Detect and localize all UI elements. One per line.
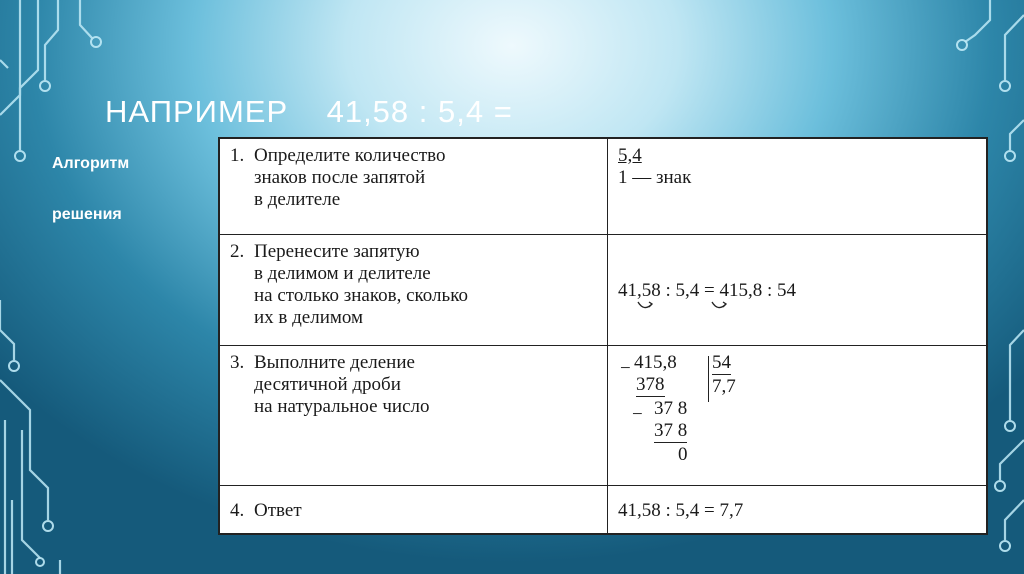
step-text-line: десятичной дроби <box>254 373 401 395</box>
step-number: 1. <box>230 145 245 166</box>
step-cell <box>220 234 608 345</box>
minus-sign: − <box>632 403 643 425</box>
table-row <box>220 345 986 486</box>
sidebar-label-algorithm: Алгоритм <box>52 155 130 172</box>
step-text-line: знаков после запятой <box>254 167 426 188</box>
division-bar <box>708 356 709 402</box>
remainder-2: 0 <box>678 443 688 465</box>
step-text-line: в делимом и делителе <box>254 262 431 284</box>
answer-expression: 41,58 : 5,4 = 7,7 <box>618 499 744 521</box>
dividend: 415,8 <box>634 351 677 373</box>
minus-sign: − <box>620 357 631 379</box>
table-row <box>220 139 986 234</box>
step-text-line: Ответ <box>254 499 302 521</box>
remainder-1: 37 8 <box>654 397 688 419</box>
step-text-line: Выполните деление <box>254 351 415 373</box>
step-cell <box>220 486 608 533</box>
table-row <box>220 486 986 533</box>
step-text-line: на натуральное число <box>254 395 430 417</box>
comma-shift-arrows-icon <box>634 300 764 314</box>
long-division <box>618 352 778 477</box>
step-cell <box>220 139 608 234</box>
sidebar-label-solution: решения <box>52 206 122 223</box>
subtraction-1: 378 <box>636 373 665 395</box>
step-text-line: Определите количество <box>254 145 446 166</box>
divisor: 54 <box>712 351 731 373</box>
step-cell <box>220 345 608 486</box>
step-text-line: на столько знаков, сколько <box>254 284 468 306</box>
step-number: 4. <box>230 499 245 521</box>
result-cell <box>608 486 987 533</box>
result-cell <box>608 234 987 345</box>
comma-shift-expression: 41,58 : 5,4 = 415,8 : 54 <box>618 279 797 301</box>
subtraction-2: 37 8 <box>654 419 688 441</box>
step-text-line: их в делимом <box>254 306 364 328</box>
table-row <box>220 234 986 345</box>
decimal-count: 1 — знак <box>618 167 692 188</box>
slide-title: НАПРИМЕР 41,58 : 5,4 = <box>105 94 513 129</box>
result-cell <box>608 345 987 486</box>
step-text-line: в делителе <box>254 189 341 210</box>
divisor-value: 5,4 <box>618 145 642 166</box>
result-cell <box>608 139 987 234</box>
step-number: 2. <box>230 240 245 262</box>
step-number: 3. <box>230 351 245 373</box>
step-text-line: Перенесите запятую <box>254 240 420 262</box>
algorithm-table <box>218 137 988 535</box>
quotient: 7,7 <box>712 375 736 397</box>
